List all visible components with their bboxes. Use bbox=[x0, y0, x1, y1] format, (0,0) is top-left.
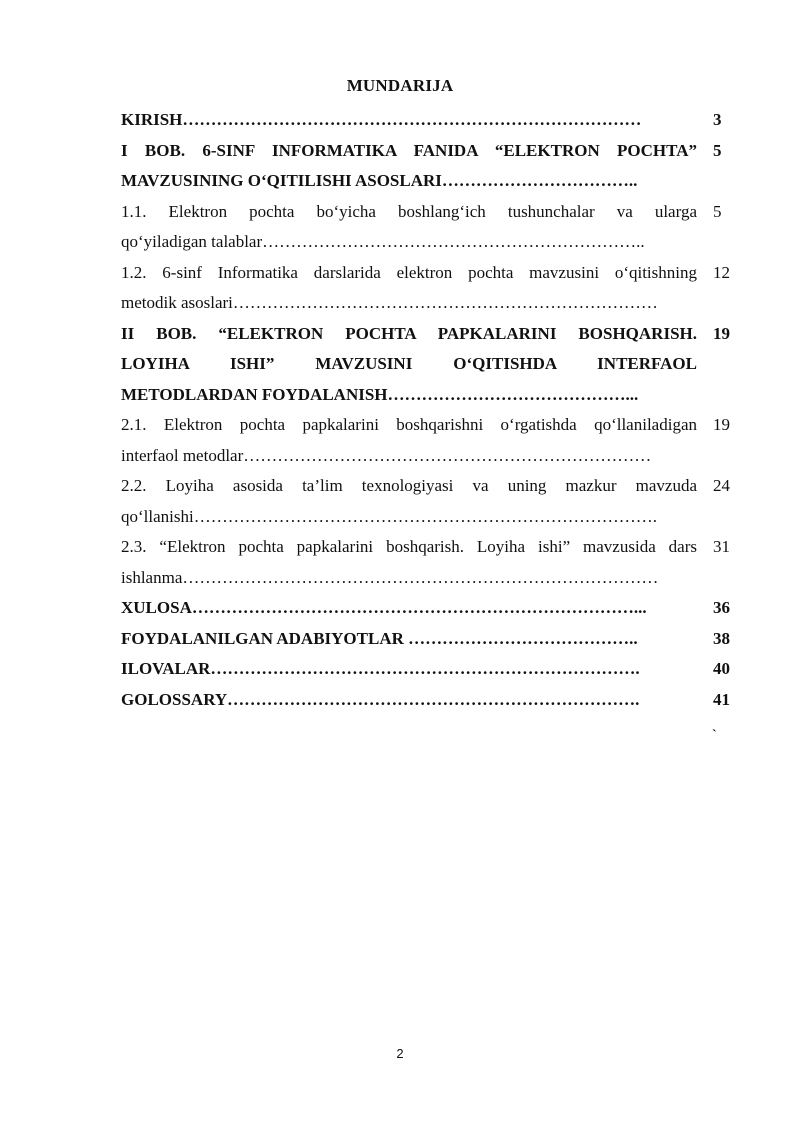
toc-entry-title bbox=[121, 532, 697, 593]
toc-entry-line: qo‘yiladigan talablar………………………………………………………….. bbox=[121, 232, 645, 251]
toc-entry-title bbox=[121, 685, 697, 716]
toc-entry-page: 19 bbox=[713, 323, 730, 343]
stray-mark: ` bbox=[712, 728, 717, 743]
toc-entry-page: 38 bbox=[713, 628, 730, 648]
toc-entry-title bbox=[121, 654, 697, 685]
toc-entry-title bbox=[121, 319, 697, 411]
toc-entry-line: II BOB. “ELEKTRON POCHTA PAPKALARINI BOSHQARISH. bbox=[121, 323, 697, 343]
toc-entry-page: 41 bbox=[713, 689, 730, 709]
toc-entry bbox=[121, 258, 735, 319]
toc-entry-page: 24 bbox=[713, 476, 730, 495]
toc-entry bbox=[121, 410, 735, 471]
toc-entry bbox=[121, 593, 735, 624]
toc-entry-line: 2.3. “Elektron pochta papkalarini boshqarish. Loyiha ishi” mavzusida dars bbox=[121, 537, 697, 556]
toc-entry-line: 2.1. Elektron pochta papkalarini boshqarishni o‘rgatishda qo‘llaniladigan bbox=[121, 415, 697, 434]
toc-entry bbox=[121, 197, 735, 258]
page-title: MUNDARIJA bbox=[346, 76, 454, 95]
toc-entry-page: 36 bbox=[713, 598, 730, 617]
toc-entry-line: ishlanma………………………………………………………………………… bbox=[121, 567, 659, 587]
toc-entry bbox=[121, 654, 735, 685]
toc-entry-line: LOYIHA ISHI” MAVZUSINI O‘QITISHDA INTERFAOL bbox=[121, 354, 697, 373]
toc-entry-line: metodik asoslari………………………………………………………………… bbox=[121, 293, 658, 312]
toc-entry-line: 1.2. 6-sinf Informatika darslarida elektron pochta mavzusini o‘qitishning bbox=[121, 262, 697, 282]
toc-entry bbox=[121, 685, 735, 716]
toc-entry bbox=[121, 136, 735, 197]
toc-entry-page: 5 bbox=[713, 201, 722, 221]
toc-entry-page: 40 bbox=[713, 659, 730, 678]
toc-entry-line: 2.2. Loyiha asosida ta’lim texnologiyasi va uning mazkur mavzuda bbox=[121, 476, 697, 495]
toc-entry-line: MAVZUSINING O‘QITILISHI ASOSLARI…………………………….. bbox=[121, 171, 638, 190]
toc-entry-page: 12 bbox=[713, 262, 730, 282]
toc-entry-page: 3 bbox=[713, 110, 722, 129]
toc-entry-line: GOLOSSARY………………………………………………………………. bbox=[121, 689, 640, 709]
toc-entry-title bbox=[121, 136, 697, 197]
toc-entry bbox=[121, 471, 735, 532]
toc-entry-line: qo‘llanishi………………………………………………………………………. bbox=[121, 506, 657, 526]
toc-entry-page: 5 bbox=[713, 140, 722, 160]
toc-entry-page: 19 bbox=[713, 415, 730, 434]
toc-entry bbox=[121, 319, 735, 411]
toc-entry bbox=[121, 624, 735, 655]
toc-entry-line: XULOSA……………………………………………………………………... bbox=[121, 598, 647, 617]
page-number: 2 bbox=[396, 1046, 404, 1061]
toc-entry-line: FOYDALANILGAN ADABIYOTLAR ………………………………….. bbox=[121, 628, 638, 648]
toc-entry-page: 31 bbox=[713, 537, 730, 556]
toc-entry bbox=[121, 532, 735, 593]
toc-entry-title bbox=[121, 471, 697, 532]
toc-entry-title bbox=[121, 410, 697, 471]
toc-entry-line: 1.1. Elektron pochta bo‘yicha boshlang‘ich tushunchalar va ularga bbox=[121, 201, 697, 221]
toc-entry-title bbox=[121, 624, 697, 655]
table-of-contents bbox=[121, 105, 735, 715]
toc-entry-title bbox=[121, 258, 697, 319]
toc-entry-line: METODLARDAN FOYDALANISH……………………………………... bbox=[121, 384, 639, 404]
toc-entry-title bbox=[121, 105, 697, 136]
toc-entry-line: ILOVALAR…………………………………………………………………. bbox=[121, 659, 640, 678]
toc-entry-line: interfaol metodlar……………………………………………………………… bbox=[121, 445, 652, 465]
toc-entry bbox=[121, 105, 735, 136]
toc-entry-title bbox=[121, 593, 697, 624]
toc-entry-line: KIRISH……………………………………………………………………… bbox=[121, 110, 642, 129]
toc-entry-line: I BOB. 6-SINF INFORMATIKA FANIDA “ELEKTRON POCHTA” bbox=[121, 140, 697, 160]
toc-entry-title bbox=[121, 197, 697, 258]
